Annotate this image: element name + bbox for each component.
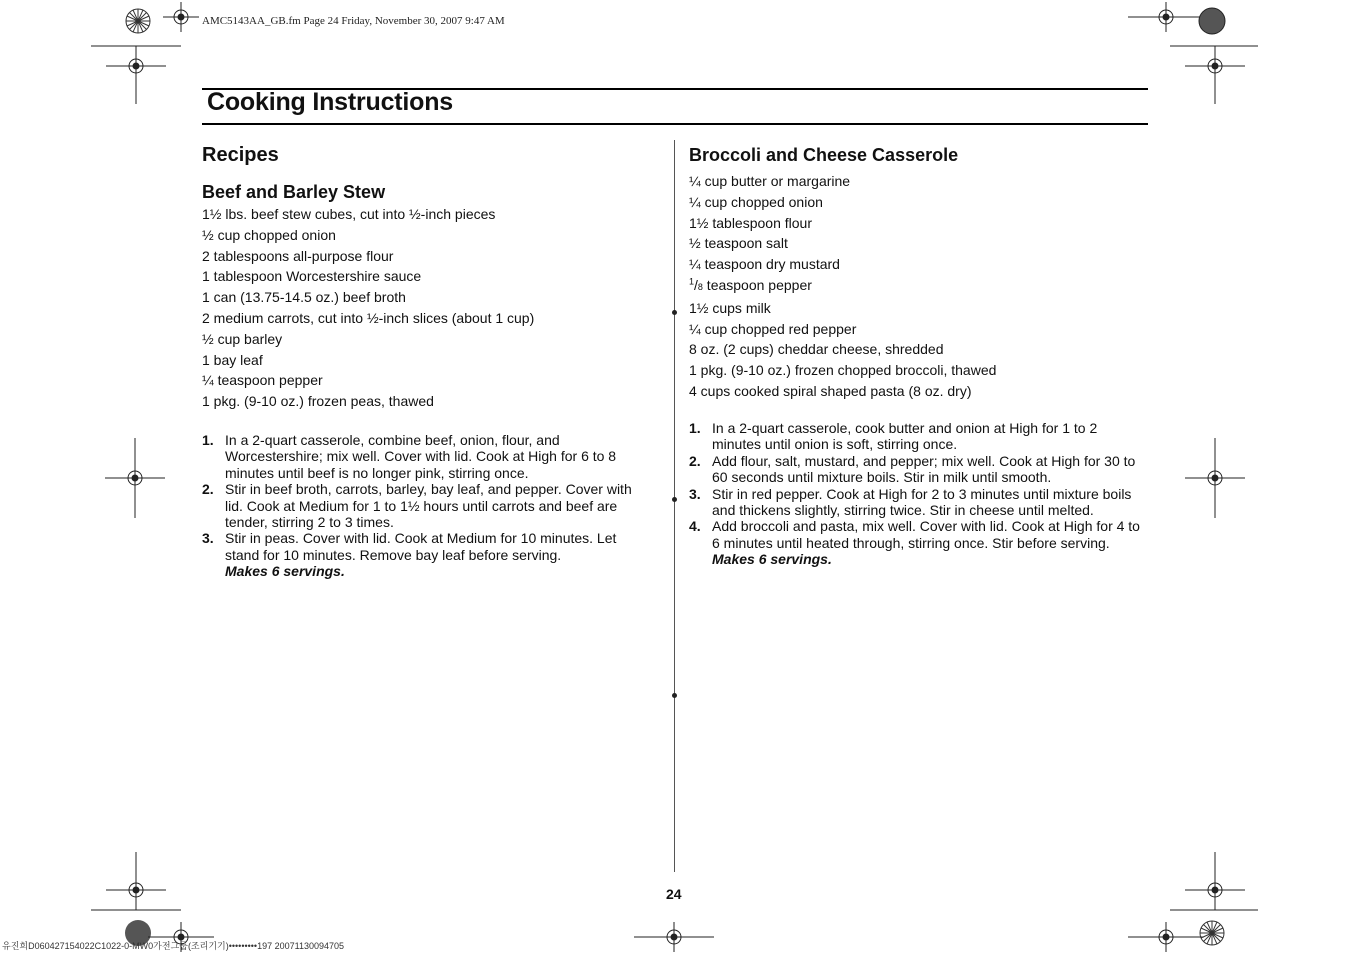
ingredient-item: ¼ cup butter or margarine bbox=[689, 173, 851, 189]
ingredient-list bbox=[202, 204, 662, 412]
footer-slug: 유진희D060427154022C1022-0-MW0가전그룹(조리기기)•••••••••197 20071130094705 bbox=[2, 941, 344, 951]
ingredient-item: 1 pkg. (9-10 oz.) frozen chopped broccoli, thawed bbox=[689, 362, 997, 379]
registration-mark-icon bbox=[1197, 918, 1227, 948]
instruction-list bbox=[689, 420, 1149, 568]
crosshair-mark-icon bbox=[1185, 438, 1245, 518]
ingredient-text: teaspoon pepper bbox=[702, 276, 812, 293]
ingredient-list bbox=[689, 171, 1149, 402]
ingredient-item: 1½ lbs. beef stew cubes, cut into ½-inch pieces bbox=[202, 206, 496, 222]
ingredient-item: ½ cup chopped onion bbox=[202, 226, 336, 243]
ingredient-item: ¼ teaspoon pepper bbox=[202, 372, 323, 389]
step-number: 1. bbox=[202, 432, 214, 448]
instruction-step bbox=[689, 420, 1149, 453]
ingredient-item: $^1$/8 teaspoon pepper bbox=[689, 276, 812, 293]
instruction-list bbox=[202, 432, 650, 580]
page-title: Cooking Instructions bbox=[207, 88, 454, 116]
ingredient-item: ¼ teaspoon dry mustard bbox=[689, 256, 840, 273]
step-number: 4. bbox=[689, 518, 701, 535]
step-number: 3. bbox=[689, 485, 701, 502]
registration-mark-icon bbox=[1197, 6, 1227, 36]
ingredient-item: 1 bay leaf bbox=[202, 351, 263, 368]
divider-dot bbox=[672, 693, 677, 698]
instruction-step bbox=[689, 486, 1149, 519]
servings-note: Makes 6 servings. bbox=[712, 551, 832, 568]
ingredient-item: 2 tablespoons all-purpose flour bbox=[202, 247, 394, 264]
crosshair-mark-icon bbox=[1170, 45, 1260, 105]
crosshair-mark-icon bbox=[91, 45, 181, 105]
ingredient-item: 4 cups cooked spiral shaped pasta (8 oz. dry) bbox=[689, 382, 972, 399]
crosshair-mark-icon bbox=[1128, 922, 1204, 952]
ingredient-item: ¼ cup chopped onion bbox=[689, 193, 823, 210]
crosshair-mark-icon bbox=[163, 2, 199, 32]
step-number: 3. bbox=[202, 530, 214, 547]
ingredient-item: ½ cup barley bbox=[202, 330, 283, 347]
crosshair-mark-icon bbox=[91, 852, 181, 912]
divider-dot bbox=[672, 497, 677, 502]
step-number: 2. bbox=[202, 481, 214, 498]
ingredient-item: 8 oz. (2 cups) cheddar cheese, shredded bbox=[689, 341, 944, 358]
ingredient-item: 1 tablespoon Worcestershire sauce bbox=[202, 268, 422, 285]
step-text: Stir in red pepper. Cook at High for 2 to 3 minutes until mixture boils and thickens slightly, stirring twice. Stir in cheese until melted. bbox=[712, 485, 1132, 519]
step-number: 2. bbox=[689, 452, 701, 469]
step-text: In a 2-quart casserole, cook butter and onion at High for 1 to 2 minutes until onion is soft, stirring once. bbox=[712, 420, 1098, 453]
step-number: 1. bbox=[689, 420, 701, 436]
step-text: Stir in peas. Cover with lid. Cook at Medium for 10 minutes. Let stand for 10 minutes. Remove bay leaf before serving. bbox=[225, 530, 617, 563]
step-text: Add flour, salt, mustard, and pepper; mix well. Cook at High for 30 to 60 seconds until mixture boils. Stir in milk until smooth. bbox=[712, 452, 1136, 486]
ingredient-item: ¼ cup chopped red pepper bbox=[689, 320, 857, 337]
step-text: Stir in beef broth, carrots, barley, bay leaf, and pepper. Cover with lid. Cook at Medium for 1 to 1½ hours until carrots and beef are tender, stirring 2 to 3 times. bbox=[225, 481, 632, 531]
crosshair-mark-icon bbox=[634, 922, 714, 952]
ingredient-item: 1½ cups milk bbox=[689, 299, 771, 316]
step-text: Add broccoli and pasta, mix well. Cover with lid. Cook at High for 4 to 6 minutes until heated through, stirring once. Stir before serving. bbox=[712, 518, 1140, 551]
instruction-step bbox=[689, 518, 1149, 567]
divider-dot bbox=[672, 310, 677, 315]
step-text: In a 2-quart casserole, combine beef, onion, flour, and Worcestershire; mix well. Cover with lid. Cook at High for 6 to 8 minutes until beef is no longer pink, stirring once. bbox=[225, 432, 617, 481]
recipe-title: Broccoli and Cheese Casserole bbox=[689, 145, 959, 165]
instruction-step bbox=[689, 453, 1149, 486]
page-number: 24 bbox=[666, 886, 682, 902]
crosshair-mark-icon bbox=[1170, 852, 1260, 912]
column-divider bbox=[674, 140, 675, 872]
ingredient-item: 1½ tablespoon flour bbox=[689, 214, 812, 231]
ingredient-item: 1 can (13.75-14.5 oz.) beef broth bbox=[202, 289, 406, 306]
ingredient-item: ½ teaspoon salt bbox=[689, 235, 788, 252]
crosshair-mark-icon bbox=[105, 438, 165, 518]
recipe-title: Beef and Barley Stew bbox=[202, 182, 386, 202]
registration-mark-icon bbox=[123, 6, 153, 36]
ingredient-item: 2 medium carrots, cut into ½-inch slices (about 1 cup) bbox=[202, 309, 535, 326]
fraction-denominator: 8 bbox=[697, 281, 703, 292]
crosshair-mark-icon bbox=[1128, 2, 1204, 32]
instruction-step bbox=[202, 432, 650, 481]
fraction-numerator: 1 bbox=[689, 276, 695, 287]
instruction-step bbox=[202, 481, 650, 530]
title-bottom-rule bbox=[202, 123, 1148, 125]
section-title: Recipes bbox=[202, 144, 279, 166]
file-slug: AMC5143AA_GB.fm Page 24 Friday, November 30, 2007 9:47 AM bbox=[202, 15, 505, 27]
instruction-step bbox=[202, 530, 650, 579]
servings-note: Makes 6 servings. bbox=[225, 563, 345, 580]
ingredient-item: 1 pkg. (9-10 oz.) frozen peas, thawed bbox=[202, 393, 434, 410]
